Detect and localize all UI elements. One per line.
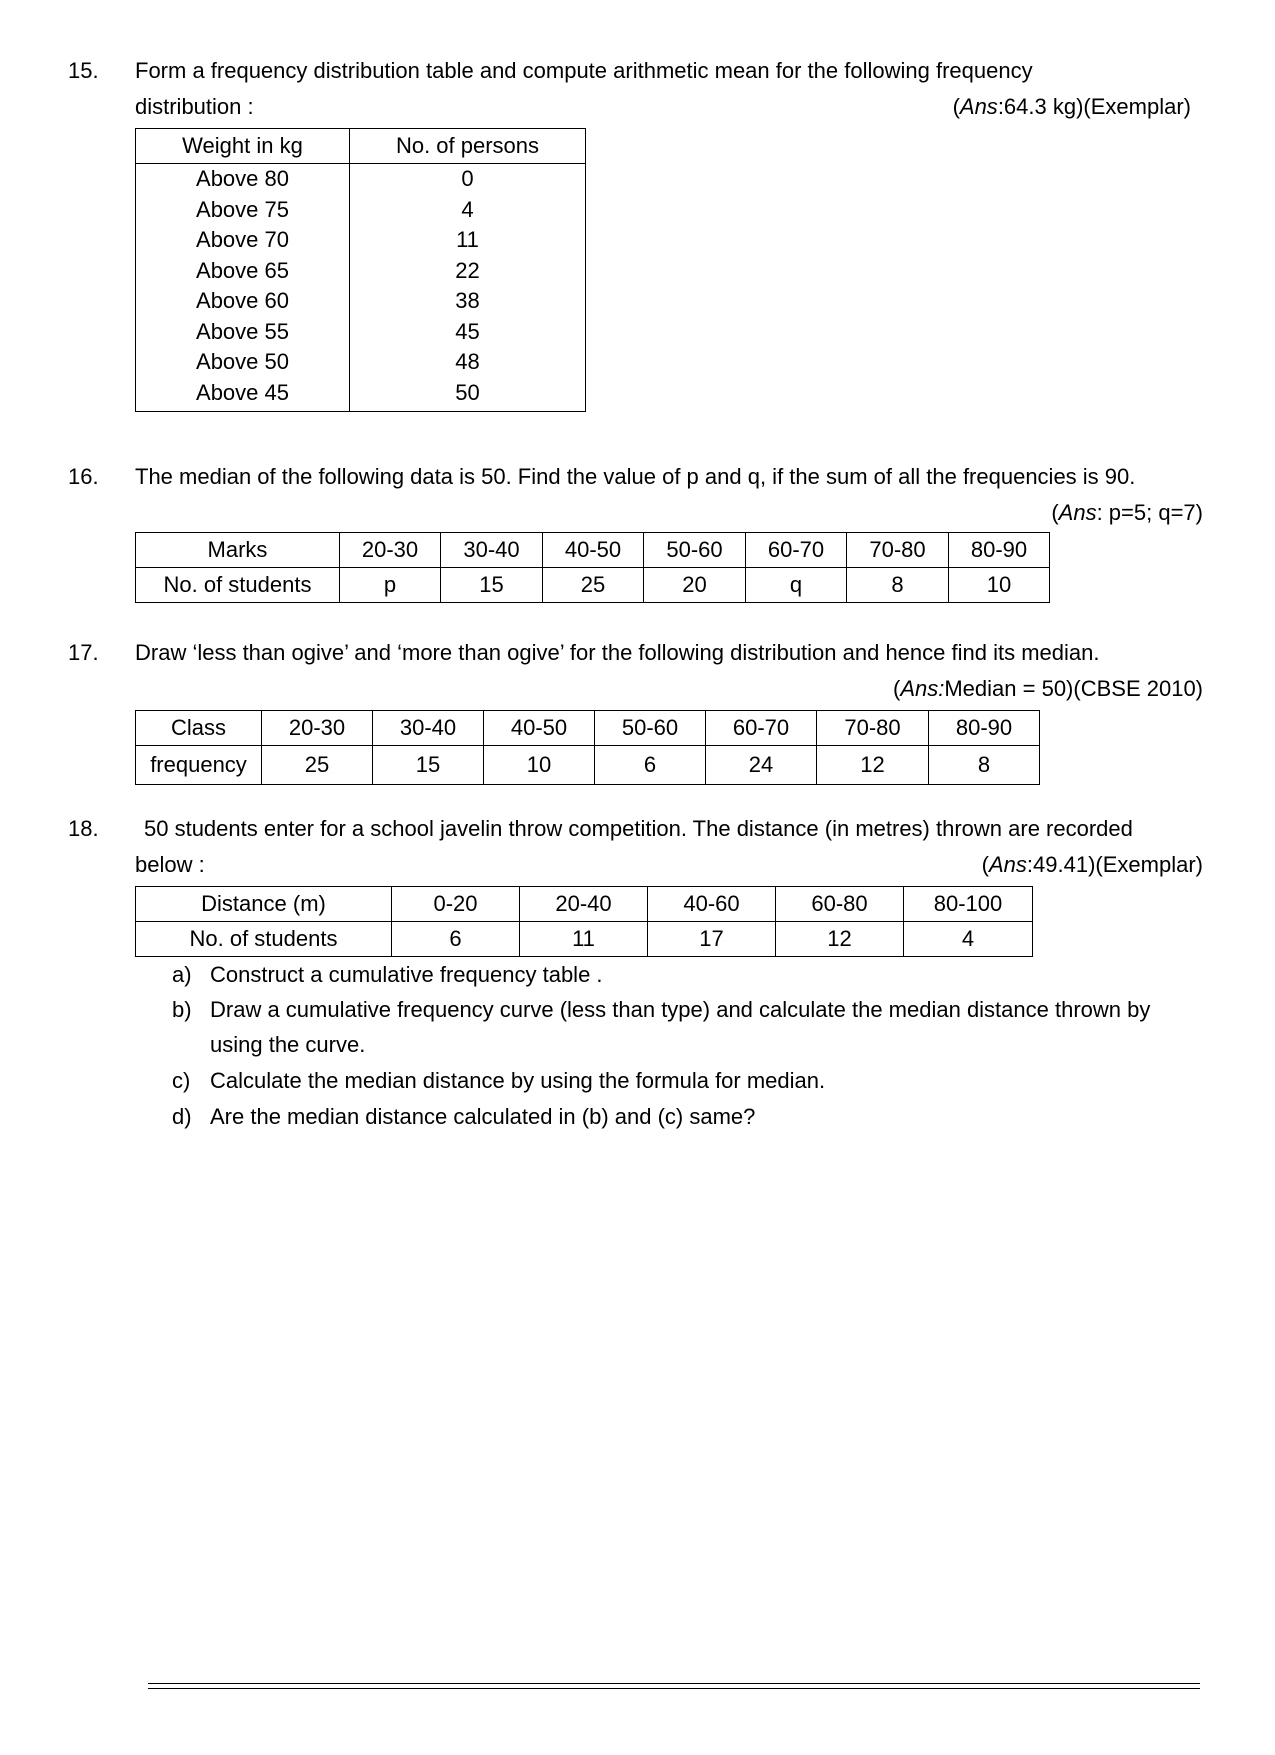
question-18-text: 50 students enter for a school javelin throw competition. The distance (in metres) thrown are recorded xyxy=(144,816,1133,841)
question-18-text-cont: below : xyxy=(135,852,205,877)
table-cell: 0 xyxy=(350,164,586,195)
table-cell: 45 xyxy=(350,317,586,348)
table-cell: 30-40 xyxy=(441,533,543,568)
sub-question-a xyxy=(172,962,603,988)
table-cell: 11 xyxy=(350,225,586,256)
table-cell: 70-80 xyxy=(817,711,929,746)
question-17-answer: (Ans:Median = 50)(CBSE 2010) xyxy=(893,676,1203,701)
question-15-text-cont: distribution : xyxy=(135,94,254,119)
table-cell: 6 xyxy=(392,922,520,957)
question-15-number: 15. xyxy=(68,58,99,83)
sub-question-d xyxy=(172,1104,755,1130)
sub-question-c xyxy=(172,1068,825,1094)
question-16-answer: (Ans: p=5; q=7) xyxy=(1051,500,1203,525)
table-cell: 4 xyxy=(350,195,586,226)
table-cell: 70-80 xyxy=(847,533,949,568)
answer-label: Ans xyxy=(959,94,998,119)
sub-question-b-cont xyxy=(172,1032,365,1058)
sub-question-text: Construct a cumulative frequency table . xyxy=(210,962,603,987)
table-cell: 22 xyxy=(350,256,586,287)
answer-value: :49.41)(Exemplar) xyxy=(1026,852,1203,877)
table-cell: 40-50 xyxy=(484,711,595,746)
table-cell: 60-70 xyxy=(706,711,817,746)
table-cell: 80-90 xyxy=(929,711,1040,746)
table-cell: Above 60 xyxy=(136,286,350,317)
table-cell: 8 xyxy=(847,568,949,603)
table-cell: 6 xyxy=(595,746,706,785)
table-cell: 10 xyxy=(949,568,1050,603)
table-cell: 60-70 xyxy=(746,533,847,568)
question-18-answer: (Ans:49.41)(Exemplar) xyxy=(981,852,1203,877)
table-header: Class xyxy=(136,711,262,746)
question-18-number: 18. xyxy=(68,816,99,841)
question-16-number: 16. xyxy=(68,464,99,489)
question-17-number: 17. xyxy=(68,640,99,665)
footer-rule-bottom xyxy=(148,1688,1200,1689)
table-cell: 40-60 xyxy=(648,887,776,922)
table-cell: 30-40 xyxy=(373,711,484,746)
answer-value: :64.3 kg)(Exemplar) xyxy=(997,94,1191,119)
table-cell: 25 xyxy=(543,568,644,603)
table-cell: 60-80 xyxy=(776,887,904,922)
table-cell: Above 50 xyxy=(136,347,350,378)
table-cell: 12 xyxy=(817,746,929,785)
table-cell: 10 xyxy=(484,746,595,785)
table-cell: 0-20 xyxy=(392,887,520,922)
table-cell: 38 xyxy=(350,286,586,317)
table-cell: 50-60 xyxy=(644,533,746,568)
answer-value: Median = 50)(CBSE 2010) xyxy=(944,676,1203,701)
sub-question-letter: d) xyxy=(172,1104,192,1129)
table-header: Weight in kg xyxy=(136,129,350,164)
table-cell: 12 xyxy=(776,922,904,957)
question-15-answer: (Ans:64.3 kg)(Exemplar) xyxy=(952,94,1191,119)
table-cell: 17 xyxy=(648,922,776,957)
table-cell: 15 xyxy=(373,746,484,785)
table-header: frequency xyxy=(136,746,262,785)
table-cell: 80-90 xyxy=(949,533,1050,568)
sub-question-text: using the curve. xyxy=(210,1032,366,1057)
table-cell: Above 75 xyxy=(136,195,350,226)
table-cell: 48 xyxy=(350,347,586,378)
table-header: Marks xyxy=(136,533,340,568)
table-cell: 25 xyxy=(262,746,373,785)
table-cell: 11 xyxy=(520,922,648,957)
sub-question-letter: b) xyxy=(172,997,192,1022)
answer-label: Ans xyxy=(1058,500,1097,525)
table-cell: 50 xyxy=(350,378,586,412)
table-cell: 20 xyxy=(644,568,746,603)
table-cell: 4 xyxy=(904,922,1033,957)
footer-rule-top xyxy=(148,1683,1200,1684)
sub-question-text: Calculate the median distance by using the formula for median. xyxy=(210,1068,826,1093)
table-cell: 24 xyxy=(706,746,817,785)
table-cell: 15 xyxy=(441,568,543,603)
table-cell: Above 55 xyxy=(136,317,350,348)
question-18-table xyxy=(135,886,1033,957)
table-header: No. of students xyxy=(136,922,392,957)
question-16-text: The median of the following data is 50. Find the value of p and q, if the sum of all the frequencies is 90. xyxy=(135,464,1136,489)
answer-label: Ans: xyxy=(900,676,945,701)
table-cell: 80-100 xyxy=(904,887,1033,922)
question-16-table xyxy=(135,532,1050,603)
sub-question-text: Are the median distance calculated in (b) and (c) same? xyxy=(210,1104,756,1129)
table-cell: 20-30 xyxy=(340,533,441,568)
answer-value: : p=5; q=7) xyxy=(1096,500,1203,525)
table-cell: 20-30 xyxy=(262,711,373,746)
table-cell: Above 65 xyxy=(136,256,350,287)
table-cell: 50-60 xyxy=(595,711,706,746)
sub-question-letter: c) xyxy=(172,1068,191,1093)
sub-question-text: Draw a cumulative frequency curve (less than type) and calculate the median distance thrown by xyxy=(210,997,1151,1022)
question-17-text: Draw ‘less than ogive’ and ‘more than ogive’ for the following distribution and hence find its median. xyxy=(135,640,1100,665)
question-17-table xyxy=(135,710,1040,785)
table-cell: Above 80 xyxy=(136,164,350,195)
table-cell: p xyxy=(340,568,441,603)
table-cell: q xyxy=(746,568,847,603)
sub-question-b xyxy=(172,997,1150,1023)
table-cell: Above 70 xyxy=(136,225,350,256)
table-cell: 8 xyxy=(929,746,1040,785)
question-15-table xyxy=(135,128,586,412)
table-header: No. of persons xyxy=(350,129,586,164)
question-15-text: Form a frequency distribution table and compute arithmetic mean for the following frequency xyxy=(135,58,1033,83)
table-header: Distance (m) xyxy=(136,887,392,922)
table-cell: Above 45 xyxy=(136,378,350,412)
answer-label: Ans xyxy=(989,852,1027,877)
table-cell: 20-40 xyxy=(520,887,648,922)
table-header: No. of students xyxy=(136,568,340,603)
sub-question-letter: a) xyxy=(172,962,192,987)
table-cell: 40-50 xyxy=(543,533,644,568)
